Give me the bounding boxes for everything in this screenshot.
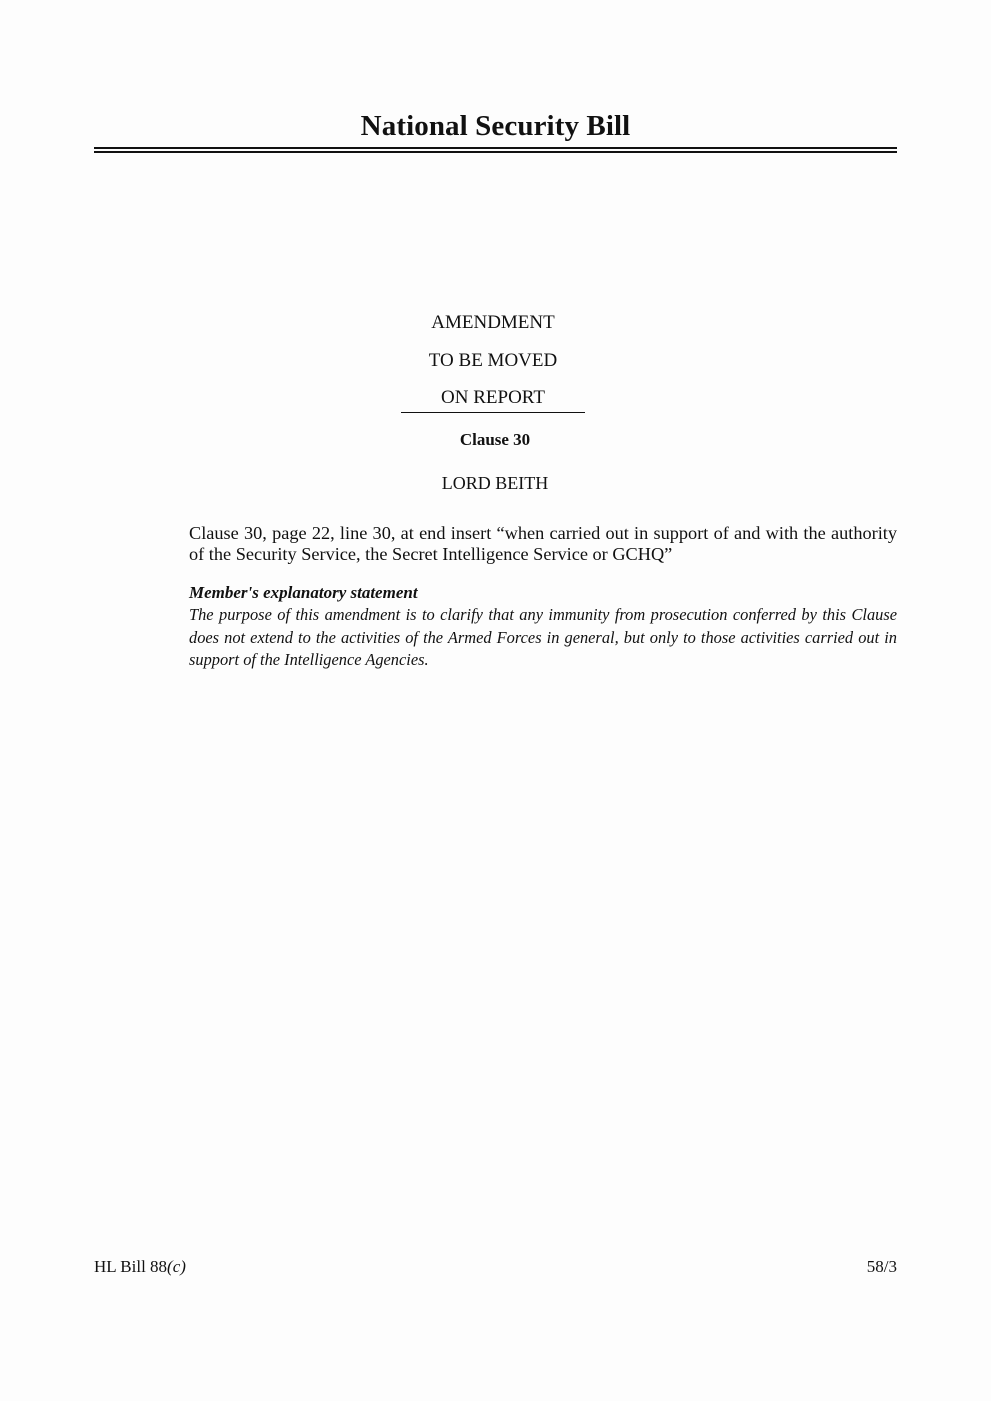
page-reference: 58/3 — [866, 1257, 897, 1276]
heading-line-to-be-moved: TO BE MOVED — [428, 349, 558, 371]
title-rule-bottom — [94, 151, 897, 153]
title-rule-top — [94, 147, 897, 149]
heading-rule — [401, 412, 585, 413]
bill-reference — [94, 1256, 186, 1278]
bill-suffix: (c) — [167, 1257, 186, 1276]
clause-heading: Clause 30 — [459, 430, 531, 449]
explanatory-statement — [189, 582, 897, 672]
bill-number: HL Bill 88 — [94, 1257, 168, 1276]
heading-line-amendment: AMENDMENT — [431, 312, 555, 333]
amendment-heading — [401, 304, 585, 417]
explanatory-heading: Member's explanatory statement — [189, 583, 418, 602]
page-title: National Security Bill — [360, 110, 631, 142]
amendment-text: Clause 30, page 22, line 30, at end insert “when carried out in support of and with the authority of the Security Service, the Secret Intelligence Service or GCHQ” — [189, 523, 897, 564]
explanatory-text: The purpose of this amendment is to clarify that any immunity from prosecution conferred by this Clause does not extend to the activities of the Armed Forces in general, but only to those activities carried out in support of the Intelligence Agencies. — [189, 605, 897, 669]
heading-line-on-report: ON REPORT — [441, 387, 545, 408]
member-name: LORD BEITH — [441, 473, 549, 493]
